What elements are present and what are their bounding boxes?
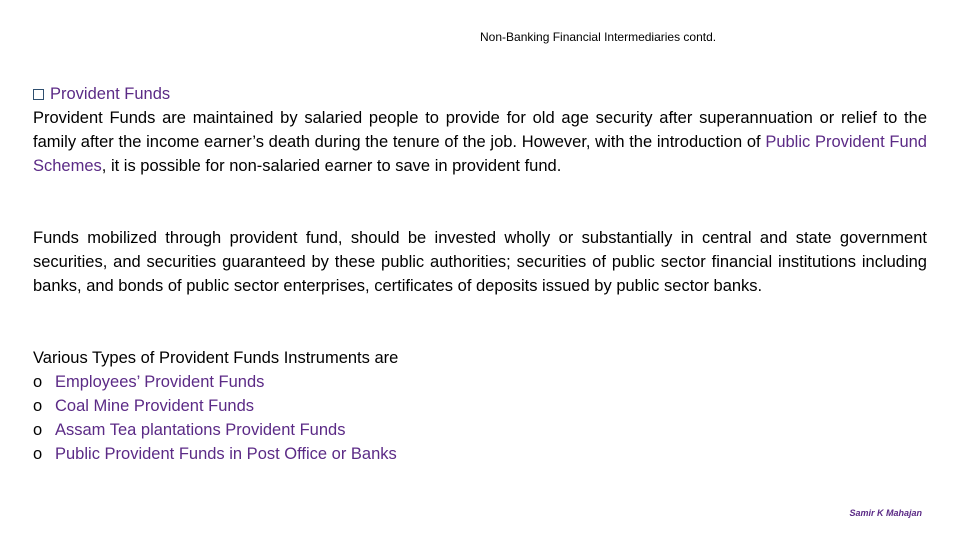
paragraph-funds-mobilized: Funds mobilized through provident fund, should be invested wholly or substantially in central and state government securities, and securities guaranteed by these public authorities; securities of public sector financial institutions including banks, and bonds of public sector enterprises, certificates of deposits issued by public sector banks. [33, 229, 927, 295]
list-item [33, 418, 927, 442]
list-item-text: Assam Tea plantations Provident Funds [55, 421, 346, 439]
slide-title: Non-Banking Financial Intermediaries contd. [480, 30, 717, 44]
list-marker: o [33, 421, 43, 439]
instruments-intro: Various Types of Provident Funds Instruments are [33, 349, 399, 367]
paragraph1-text-start: Provident Funds are maintained by salaried people to provide for old age security after superannuation or relief to the family after the income earner’s death during the tenure of the job. However, with the introduction of [33, 109, 927, 151]
list-item [33, 370, 927, 394]
instruments-list [33, 370, 927, 466]
list-marker: o [33, 373, 43, 391]
highlight-public-provident-fund-schemes: Public Provident Fund Schemes [33, 133, 927, 175]
author-signature: Samir K Mahajan [849, 508, 922, 518]
list-item-text: Coal Mine Provident Funds [55, 397, 255, 415]
section-heading-text: Provident Funds [50, 85, 171, 103]
instruments-section [33, 346, 927, 466]
list-item-text: Public Provident Funds in Post Office or Banks [55, 445, 397, 463]
checkbox-square-icon [33, 89, 44, 100]
list-marker: o [33, 445, 43, 463]
paragraph-provident-funds [33, 106, 927, 178]
section-heading [33, 82, 927, 106]
list-item [33, 394, 927, 418]
paragraph1-text-end: , it is possible for non-salaried earner to save in provident fund. [101, 157, 562, 175]
list-item-text: Employees’ Provident Funds [55, 373, 265, 391]
list-item [33, 442, 927, 466]
list-marker: o [33, 397, 43, 415]
